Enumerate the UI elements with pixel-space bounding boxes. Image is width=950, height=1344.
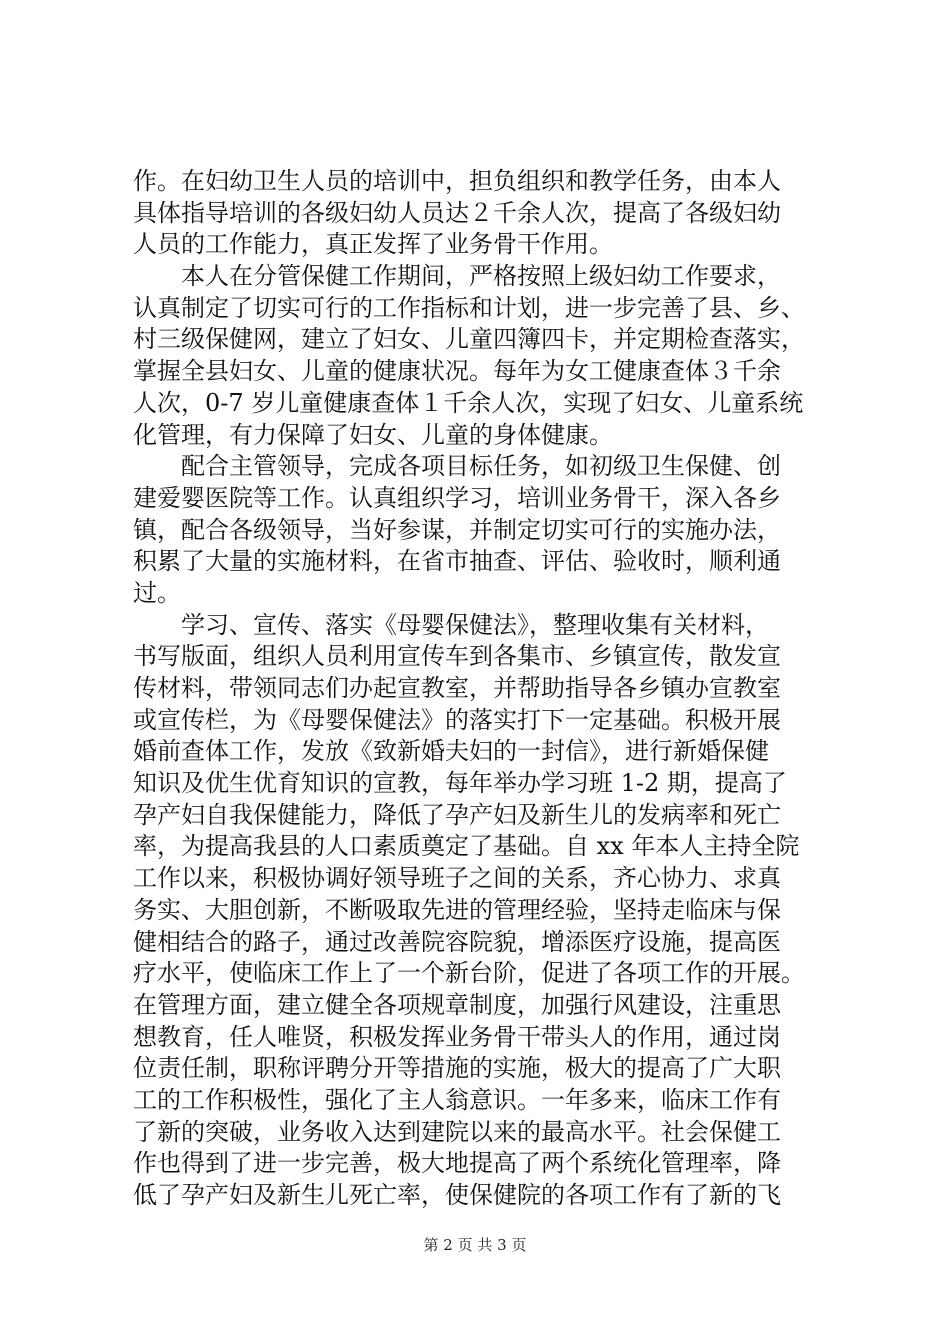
- text-line: 知识及优生优育知识的宣教，每年举办学习班 1-2 期，提高了: [133, 769, 787, 798]
- text-line: 工作以来，积极协调好领导班子之间的关系，齐心协力、求真: [133, 864, 781, 893]
- text-line: 婚前查体工作，发放《致新婚夫妇的一封信》，进行新婚保健: [133, 737, 769, 766]
- text-line: 低了孕产妇及新生儿死亡率，使保健院的各项工作有了新的飞: [133, 1181, 781, 1209]
- text-line: 认真制定了切实可行的工作指标和计划，进一步完善了县、乡、: [133, 293, 805, 322]
- text-line: 人次，0-7 岁儿童健康查体１千余人次，实现了妇女、儿童系统: [133, 388, 804, 417]
- text-line: 学习、宣传、落实《母婴保健法》，整理收集有关材料，: [133, 610, 769, 639]
- text-line: 建爱婴医院等工作。认真组织学习，培训业务骨干，深入各乡: [133, 483, 781, 512]
- text-line: 化管理，有力保障了妇女、儿童的身体健康。: [133, 420, 613, 449]
- text-line: 了新的突破，业务收入达到建院以来的最高水平。社会保健工: [133, 1117, 781, 1146]
- text-line: 位责任制，职称评聘分开等措施的实施，极大的提高了广大职: [133, 1054, 781, 1083]
- text-line: 在管理方面，建立健全各项规章制度，加强行风建设，注重思: [133, 990, 781, 1019]
- document-body: [133, 166, 853, 1212]
- text-line: 工的工作积极性，强化了主人翁意识。一年多来，临床工作有: [133, 1085, 781, 1114]
- text-line: 配合主管领导，完成各项目标任务，如初级卫生保健、创: [133, 452, 781, 481]
- text-line: 务实、大胆创新，不断吸取先进的管理经验，坚持走临床与保: [133, 895, 781, 924]
- text-line: 孕产妇自我保健能力，降低了孕产妇及新生儿的发病率和死亡: [133, 800, 781, 829]
- text-line: 人员的工作能力，真正发挥了业务骨干作用。: [133, 230, 613, 259]
- text-line: 村三级保健网，建立了妇女、儿童四簿四卡，并定期检查落实，: [133, 325, 805, 354]
- text-line: 想教育，任人唯贤，积极发挥业务骨干带头人的作用，通过岗: [133, 1022, 781, 1051]
- text-line: 镇，配合各级领导，当好参谋，并制定切实可行的实施办法，: [133, 515, 781, 544]
- text-line: 或宣传栏，为《母婴保健法》的落实打下一定基础。积极开展: [133, 705, 781, 734]
- text-line: 作。在妇幼卫生人员的培训中，担负组织和教学任务，由本人: [133, 167, 781, 195]
- page-number-footer: 第 2 页 共 3 页: [423, 1236, 527, 1254]
- text-line: 过。: [133, 578, 181, 607]
- text-line: 掌握全县妇女、儿童的健康状况。每年为女工健康查体３千余: [133, 357, 781, 386]
- text-line: 疗水平，使临床工作上了一个新台阶，促进了各项工作的开展。: [133, 959, 805, 988]
- text-line: 本人在分管保健工作期间，严格按照上级妇幼工作要求，: [133, 262, 781, 291]
- text-line: 具体指导培训的各级妇幼人员达２千余人次，提高了各级妇幼: [133, 198, 781, 227]
- text-line: 健相结合的路子，通过改善院容院貌，增添医疗设施，提高医: [133, 927, 781, 956]
- text-line: 率，为提高我县的人口素质奠定了基础。自 xx 年本人主持全院: [133, 832, 800, 861]
- text-line: 积累了大量的实施材料，在省市抽查、评估、验收时，顺利通: [133, 547, 781, 576]
- text-line: 传材料，带领同志们办起宣教室，并帮助指导各乡镇办宣教室: [133, 674, 781, 702]
- text-line: 书写版面，组织人员利用宣传车到各集市、乡镇宣传，散发宣: [133, 642, 781, 671]
- text-line: 作也得到了进一步完善，极大地提高了两个系统化管理率，降: [133, 1149, 781, 1178]
